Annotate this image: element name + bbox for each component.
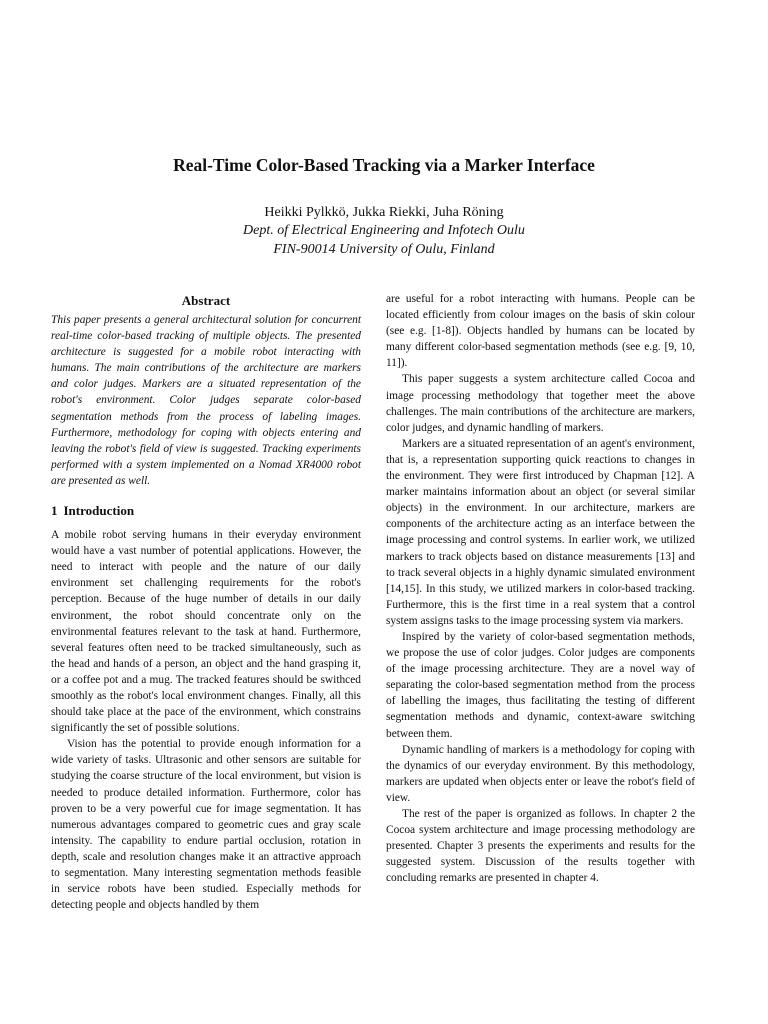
affiliation-department: Dept. of Electrical Engineering and Infotech Oulu	[243, 223, 525, 238]
section-number: 1	[51, 503, 58, 519]
body-paragraph: A mobile robot serving humans in their everyday environment would have a vast number of potential applications. However, the need to interact with people and the nature of our daily environment set challenging requirements for the robot's perception. Because of the huge number of details in our daily environment, the robot should concentrate only on the environmental features relevant to the task at hand. Furthermore, several features often need to be tracked simultaneously, such as the head and hands of a person, an object and the hand grasping it, or a coffee pot and a mug. The tracked features should be swithced smoothly as the robot's local environment changes. Finally, all this should take place at the pace of the environment, which constrains significantly the set of possible solutions.	[51, 529, 361, 735]
body-paragraph: The rest of the paper is organized as follows. In chapter 2 the Cocoa system architecture and image processing methodology are presented. Chapter 3 presents the experiments and results for the suggested system. Discussion of the results together with concluding remarks are presented in chapter 4.	[386, 808, 695, 885]
author-list: Heikki Pylkkö, Jukka Riekki, Juha Röning	[264, 205, 504, 220]
body-paragraph: Inspired by the variety of color-based segmentation methods, we propose the use of color judges. Color judges are components of the image processing architecture. They are a novel way of separating the color-based segmentation method from the process of labelling the images, thus facilitating the testing of different segmentation methods and dynamic, context-aware switching between them.	[386, 630, 695, 740]
right-column	[386, 291, 695, 886]
body-paragraph: Dynamic handling of markers is a methodology for coping with the dynamics of our everyday environment. By this methodology, markers are updated when objects enter or leave the robot's field of view.	[386, 743, 695, 804]
affiliation-university: FIN-90014 University of Oulu, Finland	[273, 242, 495, 257]
left-column	[51, 292, 361, 913]
section-title: Introduction	[63, 503, 135, 519]
body-paragraph: Vision has the potential to provide enough information for a wide variety of tasks. Ultrasonic and other sensors are suitable for studying the coarse structure of the local environment, but vision is needed to produce detailed information. Furthermore, color has proven to be a very powerful cue for image segmentation. It has numerous advantages compared to geometric cues and gray scale intensity. The capability to endure partial occlusion, rotation in depth, scale and resolution changes make it an attractive approach to segmentation. Many interesting segmentation methods feasible in service robots have been studied. Especially methods for detecting people and objects handled by them	[51, 738, 361, 912]
abstract-heading: Abstract	[181, 293, 231, 308]
section-heading-introduction	[51, 502, 361, 520]
paper-title: Real-Time Color-Based Tracking via a Marker Interface	[173, 155, 595, 175]
body-paragraph: This paper suggests a system architecture called Cocoa and image processing methodology that together meet the above challenges. The main contributions of the architecture are markers, color judges, and dynamic handling of markers.	[386, 373, 695, 434]
body-paragraph: Markers are a situated representation of an agent's environment, that is, a representation supporting quick reactions to changes in the environment. They were first introduced by Chapman [12]. A marker maintains information about an object (or several similar objects) in the environment. In our architecture, markers are components of the architecture acting as an interface between the image processing and control systems. In earlier work, we utilized markers to track objects based on distance measurements [13] and to track several objects in a highly dynamic simulated environment [14,15]. In this study, we utilized markers in color-based tracking. Furthermore, this is the first time in a real system that a control system assigns tasks to the image processing system via markers.	[386, 437, 695, 627]
body-paragraph: are useful for a robot interacting with humans. People can be located efficiently from colour images on the basis of skin colour (see e.g. [1-8]). Objects handled by humans can be located by many different color-based segmentation methods (see e.g. [9, 10, 11]).	[386, 293, 695, 370]
abstract-text: This paper presents a general architectural solution for concurrent real-time color-based tracking of multiple objects. The presented architecture is suggested for a mobile robot interacting with humans. The main contributions of the architecture are markers and color judges. Markers are a situated representation of the robot's environment. Color judges separate color-based segmentation methods from the process of labeling images. Furthermore, methodology for coping with objects entering and leaving the robot's field of view is suggested. Tracking experiments performed with a system implemented on a Nomad XR4000 robot are presented as well.	[51, 314, 361, 487]
